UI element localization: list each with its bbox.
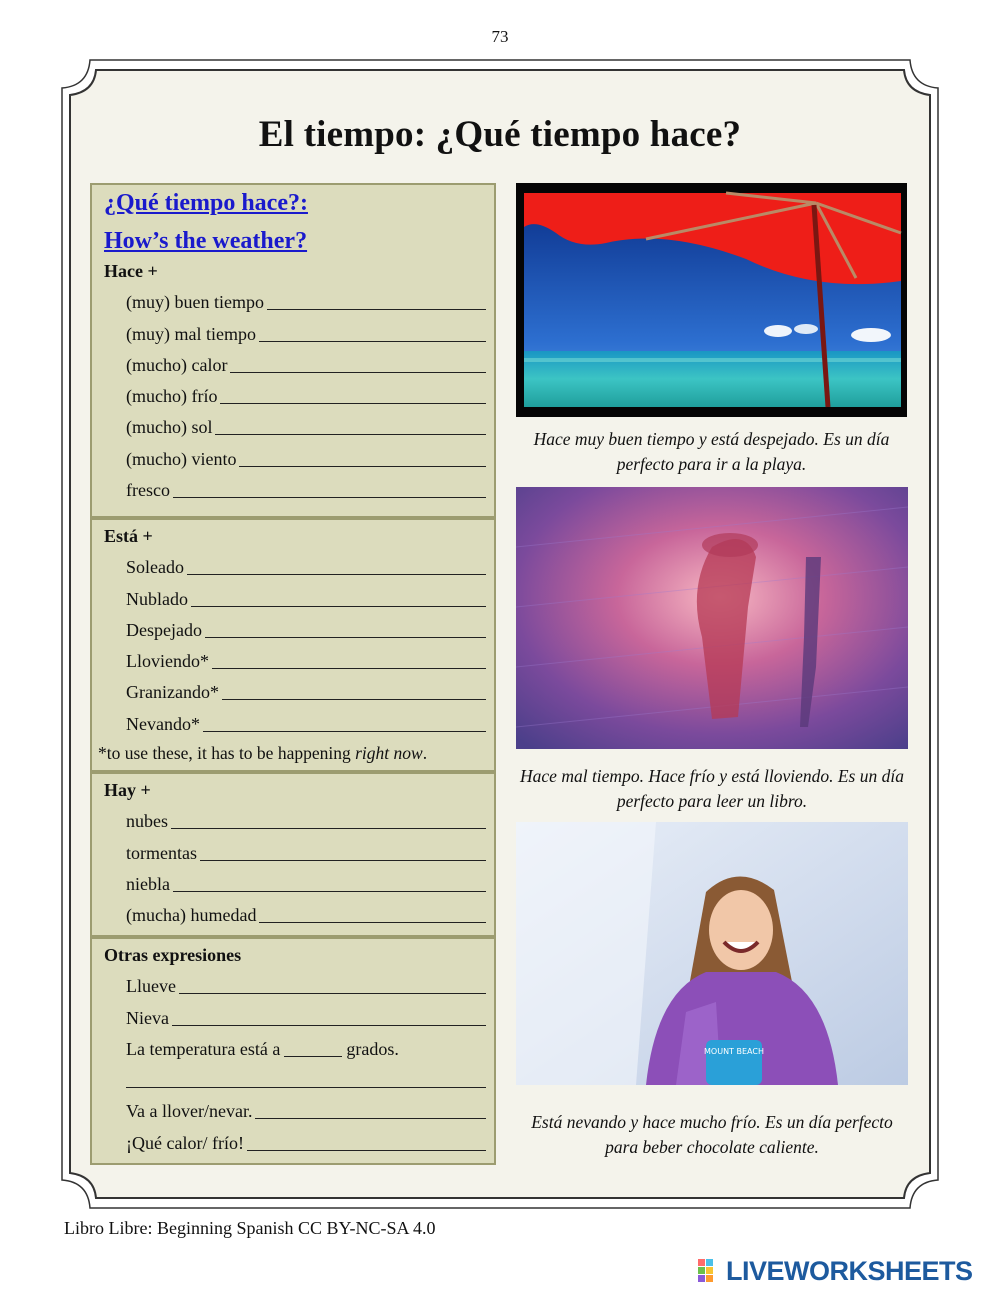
rain-caption: Hace mal tiempo. Hace frío y está lloviendo. Es un día perfecto para leer un libro. [520, 766, 904, 811]
rain-reflection-image [516, 487, 908, 749]
vocab-row: La temperatura está a grados. [126, 1038, 399, 1059]
answer-input[interactable] [172, 1009, 486, 1026]
beach-umbrella-image [516, 183, 907, 417]
otras-heading: Otras expresiones [104, 945, 242, 965]
vocab-term: (mucho) calor [126, 354, 228, 375]
mug-text: MOUNT BEACH [704, 1047, 764, 1056]
brand-name: LIVEWORKSHEETS [726, 1255, 973, 1286]
answer-input[interactable] [200, 844, 486, 861]
answer-input[interactable] [259, 906, 486, 923]
vocab-row [126, 406, 486, 437]
vocab-term: (muy) mal tiempo [126, 323, 256, 344]
vocab-row [126, 375, 486, 406]
page-number: 73 [491, 27, 509, 46]
vocab-row [126, 577, 486, 608]
hay-heading: Hay + [104, 780, 151, 800]
vocab-row [126, 609, 486, 640]
vocab-row [126, 894, 486, 925]
vocab-term: Soleado [126, 557, 184, 578]
answer-input[interactable] [267, 293, 486, 310]
vocab-row [126, 437, 486, 468]
vocab-row [126, 965, 486, 996]
vocab-row [126, 996, 486, 1027]
vocab-term: Granizando* [126, 682, 219, 703]
license-footer: Libro Libre: Beginning Spanish CC BY-NC-SA 4.0 [64, 1218, 436, 1238]
vocab-term: Nieva [126, 1007, 169, 1028]
answer-input[interactable] [203, 715, 486, 732]
vocab-term: Llueve [126, 976, 176, 997]
vocab-term: Va a llover/nevar. [126, 1101, 253, 1122]
answer-input[interactable] [247, 1134, 486, 1151]
answer-input[interactable] [255, 1102, 486, 1119]
answer-input[interactable] [187, 558, 486, 575]
brand-logo[interactable] [698, 1256, 973, 1286]
vocab-row [126, 281, 486, 312]
vocab-term: ¡Qué calor/ frío! [126, 1132, 244, 1153]
vocab-row [126, 546, 486, 577]
section-hace [90, 183, 496, 518]
vocab-term: (muy) buen tiempo [126, 292, 264, 313]
vocab-term: nubes [126, 811, 168, 832]
answer-input[interactable] [179, 977, 486, 994]
vocab-row [126, 1090, 486, 1121]
answer-input[interactable] [191, 590, 486, 607]
liveworksheets-logo-icon [698, 1259, 722, 1283]
vocab-term: tormentas [126, 842, 197, 863]
hace-heading: Hace + [104, 261, 158, 281]
vocab-term: niebla [126, 873, 170, 894]
rain-photo [516, 487, 908, 749]
vocab-term: Nublado [126, 588, 188, 609]
vocab-row [126, 312, 486, 343]
heading-que-tiempo-link[interactable]: ¿Qué tiempo hace?: [104, 190, 308, 216]
vocab-row [126, 831, 486, 862]
section-esta [90, 518, 496, 772]
esta-note: *to use these, it has to be happening right now. [98, 743, 428, 763]
answer-input[interactable] [173, 875, 486, 892]
vocab-row [126, 640, 486, 671]
vocab-row [126, 1121, 486, 1152]
section-otras [90, 937, 496, 1165]
snow-caption: Está nevando y hace mucho frío. Es un día perfecto para beber chocolate caliente. [531, 1112, 893, 1157]
vocab-row [126, 469, 486, 500]
answer-input[interactable] [173, 481, 486, 498]
answer-input[interactable] [222, 683, 486, 700]
section-hay [90, 772, 496, 937]
vocab-term: (mucho) viento [126, 448, 237, 469]
heading-hows-weather-link[interactable]: How’s the weather? [104, 228, 308, 254]
vocab-row [126, 344, 486, 375]
answer-input[interactable] [205, 621, 486, 638]
vocab-row [126, 863, 486, 894]
vocab-term: (mucha) humedad [126, 905, 257, 926]
vocab-row [126, 1059, 486, 1090]
snow-photo [516, 822, 908, 1085]
answer-input[interactable] [259, 325, 486, 342]
beach-caption: Hace muy buen tiempo y está despejado. Es un día perfecto para ir a la playa. [533, 429, 890, 474]
vocab-row [126, 702, 486, 733]
vocab-term: Lloviendo* [126, 651, 209, 672]
vocab-term: Despejado [126, 619, 202, 640]
answer-input[interactable] [212, 652, 486, 669]
vocab-row [126, 671, 486, 702]
answer-input[interactable] [230, 356, 486, 373]
answer-input[interactable] [215, 418, 486, 435]
vocab-row [126, 800, 486, 831]
vocab-term: fresco [126, 480, 170, 501]
answer-input[interactable] [239, 450, 486, 467]
snow-girl-image [516, 822, 908, 1085]
esta-heading: Está + [104, 526, 153, 546]
answer-input[interactable] [171, 812, 486, 829]
page-title: El tiempo: ¿Qué tiempo hace? [258, 114, 742, 155]
vocab-term: (mucho) sol [126, 417, 213, 438]
answer-input[interactable] [220, 387, 486, 404]
temperature-answer-input[interactable] [126, 1071, 486, 1088]
temperature-input[interactable] [284, 1040, 342, 1057]
vocab-term: (mucho) frío [126, 386, 218, 407]
beach-photo [516, 183, 907, 417]
vocab-term: Nevando* [126, 713, 200, 734]
